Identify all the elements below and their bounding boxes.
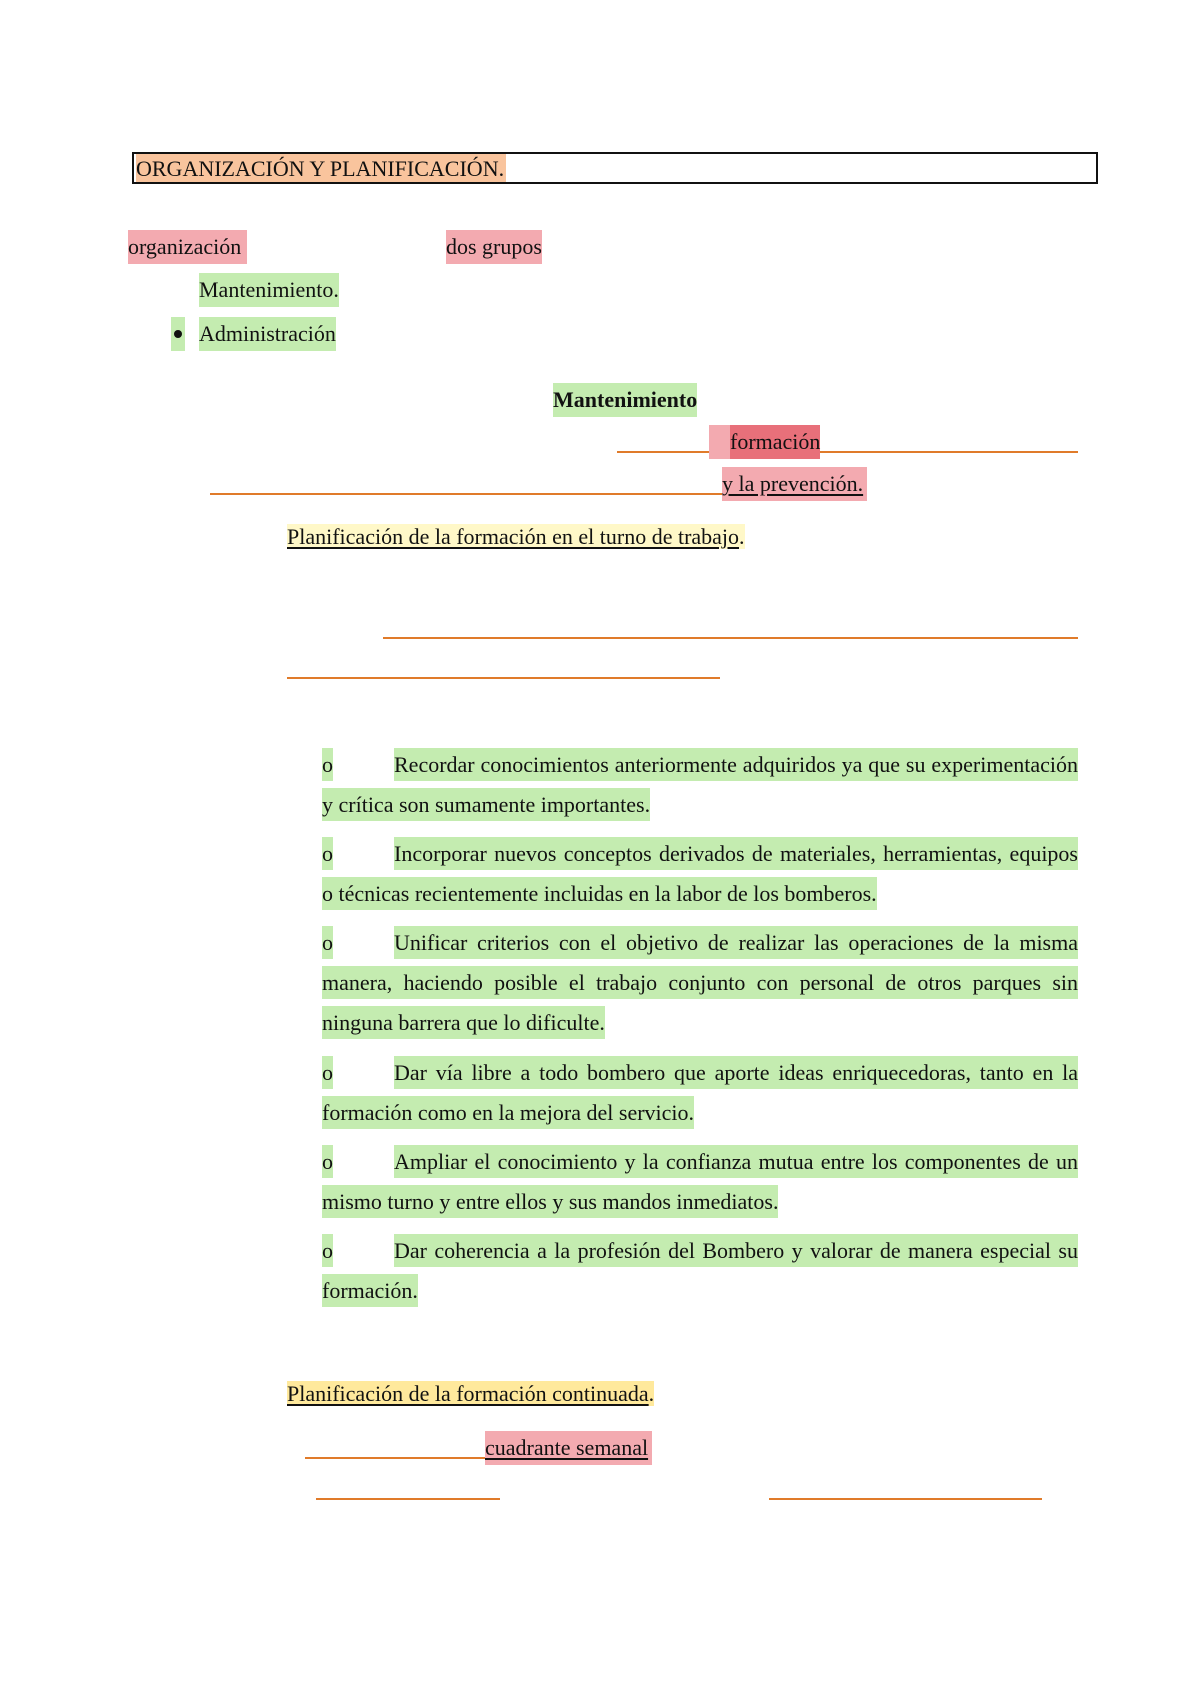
objective-item: o Unificar criterios con el objetivo de realizar las operaciones de la misma manera, haciendo posible el trabajo conjunto con personal de otros parques sin ninguna barrera que lo dificulte. bbox=[322, 923, 1078, 1043]
subheading-continuada: Planificación de la formación continuada. bbox=[287, 1381, 655, 1406]
objective-item: o Ampliar el conocimiento y la confianza mutua entre los componentes de un mismo turno y entre ellos y sus mandos inmediatos. bbox=[322, 1142, 1078, 1222]
group-item-mantenimiento: Mantenimiento. bbox=[199, 273, 339, 307]
underline-blank bbox=[617, 451, 1078, 453]
underline-blank bbox=[769, 1498, 1042, 1500]
title-box bbox=[132, 152, 1098, 184]
intro-word-organizacion: organización bbox=[128, 230, 247, 264]
intro-word-dos-grupos: dos grupos bbox=[446, 230, 542, 264]
page-title: ORGANIZACIÓN Y PLANIFICACIÓN. bbox=[136, 156, 505, 181]
objective-item: o Recordar conocimientos anteriormente adquiridos ya que su experimentación y crítica son sumamente importantes. bbox=[322, 745, 1078, 825]
section-heading-mantenimiento: Mantenimiento bbox=[553, 383, 697, 417]
bullet-icon bbox=[171, 317, 185, 351]
underline-blank bbox=[210, 493, 724, 495]
underline-blank bbox=[383, 637, 1078, 639]
subheading-turno: Planificación de la formación en el turno de trabajo. bbox=[287, 524, 745, 549]
objective-item: o Incorporar nuevos conceptos derivados de materiales, herramientas, equipos o técnicas recientemente incluidas en la labor de los bomberos. bbox=[322, 834, 1078, 914]
word-prevencion: y la prevención. bbox=[722, 467, 867, 501]
underline-blank bbox=[305, 1457, 487, 1459]
underline-blank bbox=[287, 677, 720, 679]
group-item-administracion: Administración bbox=[199, 317, 336, 351]
objective-item: o Dar vía libre a todo bombero que aporte ideas enriquecedoras, tanto en la formación como en la mejora del servicio. bbox=[322, 1053, 1078, 1133]
underline-blank bbox=[316, 1498, 500, 1500]
objective-item: o Dar coherencia a la profesión del Bombero y valorar de manera especial su formación. bbox=[322, 1231, 1078, 1311]
word-cuadrante-semanal: cuadrante semanal bbox=[485, 1431, 652, 1465]
word-formacion: formación bbox=[730, 425, 820, 459]
